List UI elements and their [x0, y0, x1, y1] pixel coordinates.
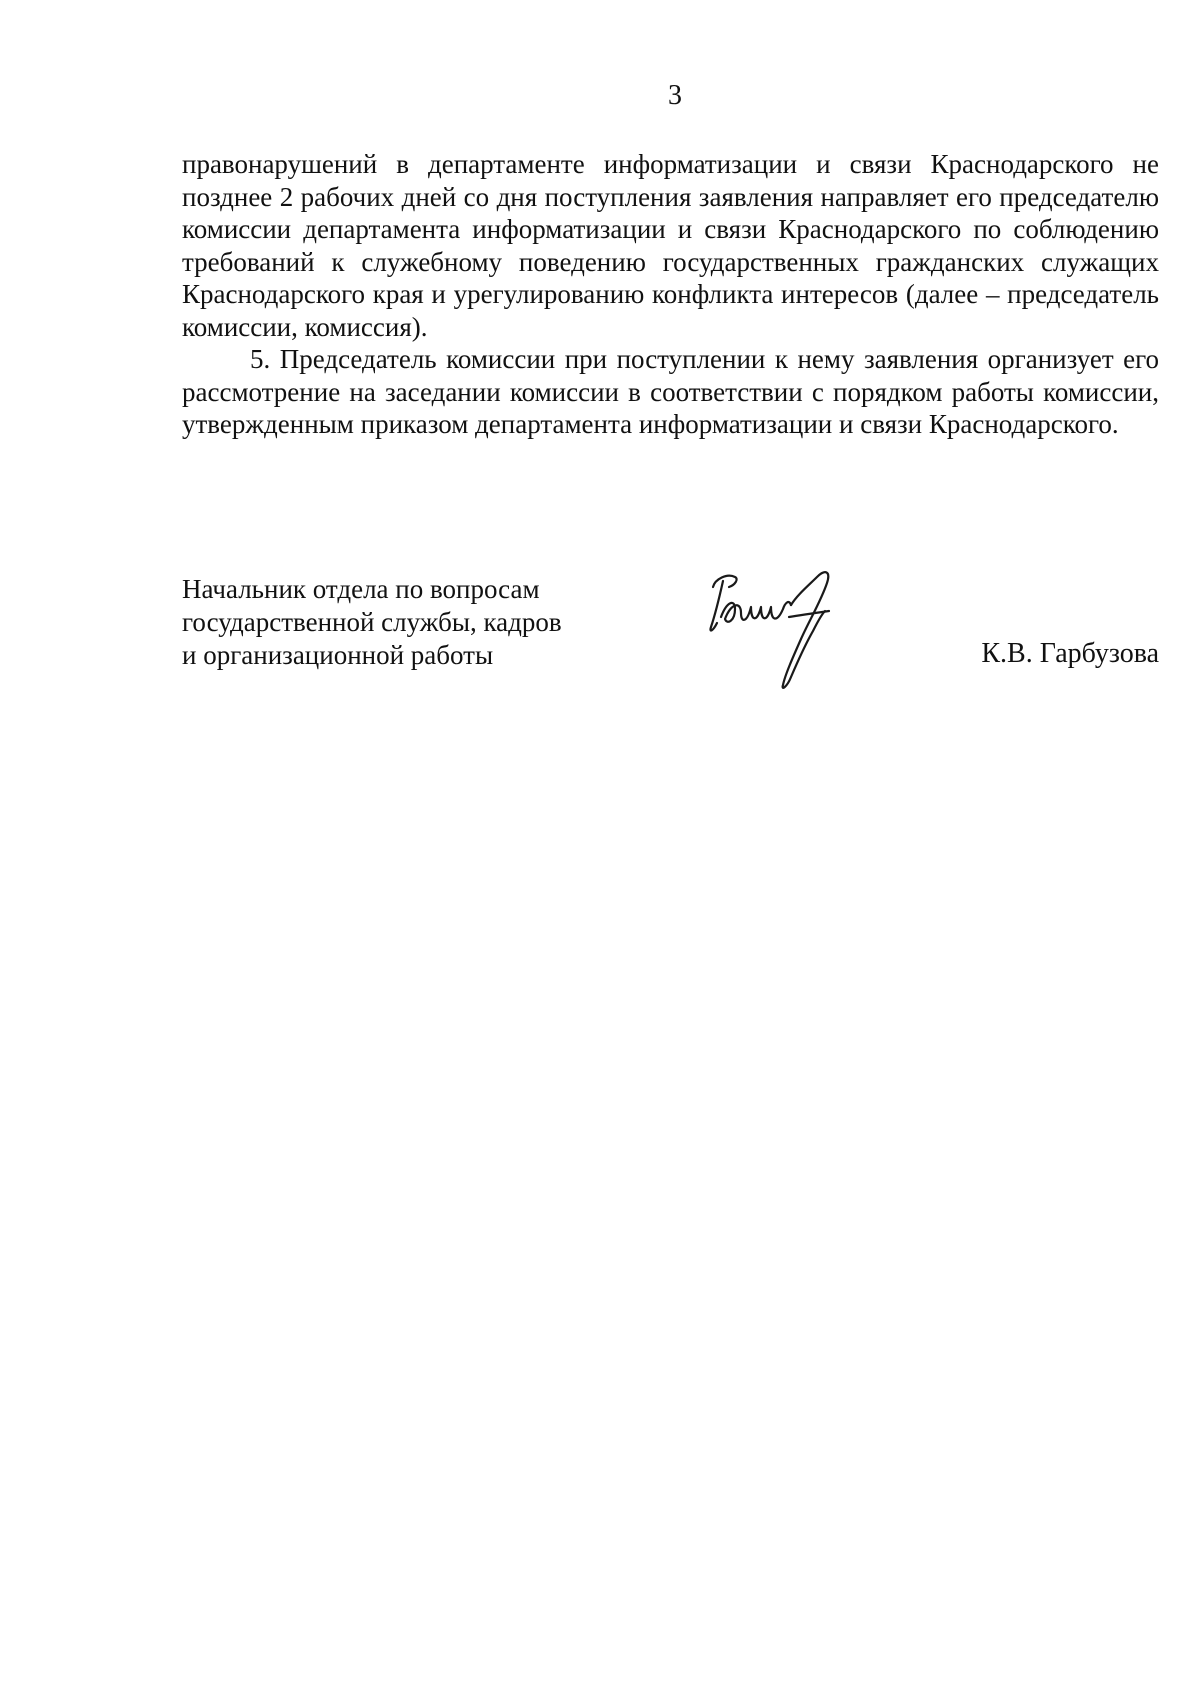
position-line: Начальник отдела по вопросам: [182, 574, 540, 604]
position-line: и организационной работы: [182, 640, 494, 670]
document-body: [182, 148, 1159, 441]
signatory-position: [182, 573, 582, 672]
paragraph-item-5: 5. Председатель комиссии при поступлении к нему заявления организует его рассмотрение на заседании комиссии в соответствии с порядком работы комиссии, утвержденным приказом департамента информатизации и связи Краснодарского.: [182, 344, 1159, 439]
signer-name: К.В. Гарбузова: [981, 638, 1159, 669]
handwritten-signature-icon: [705, 565, 855, 695]
page-number: 3: [668, 80, 682, 111]
position-line: государственной службы, кадров: [182, 607, 562, 637]
paragraph-continuation: правонарушений в департаменте информатизации и связи Краснодарского не позднее 2 рабочих дней со дня поступления заявления направляет его председателю комиссии департамента информатизации и связи Краснодарского по соблюдению требований к служебному поведению государственных гражданских служащих Краснодарского края и урегулированию конфликта интересов (далее – председатель комиссии, комиссия).: [182, 149, 1159, 342]
